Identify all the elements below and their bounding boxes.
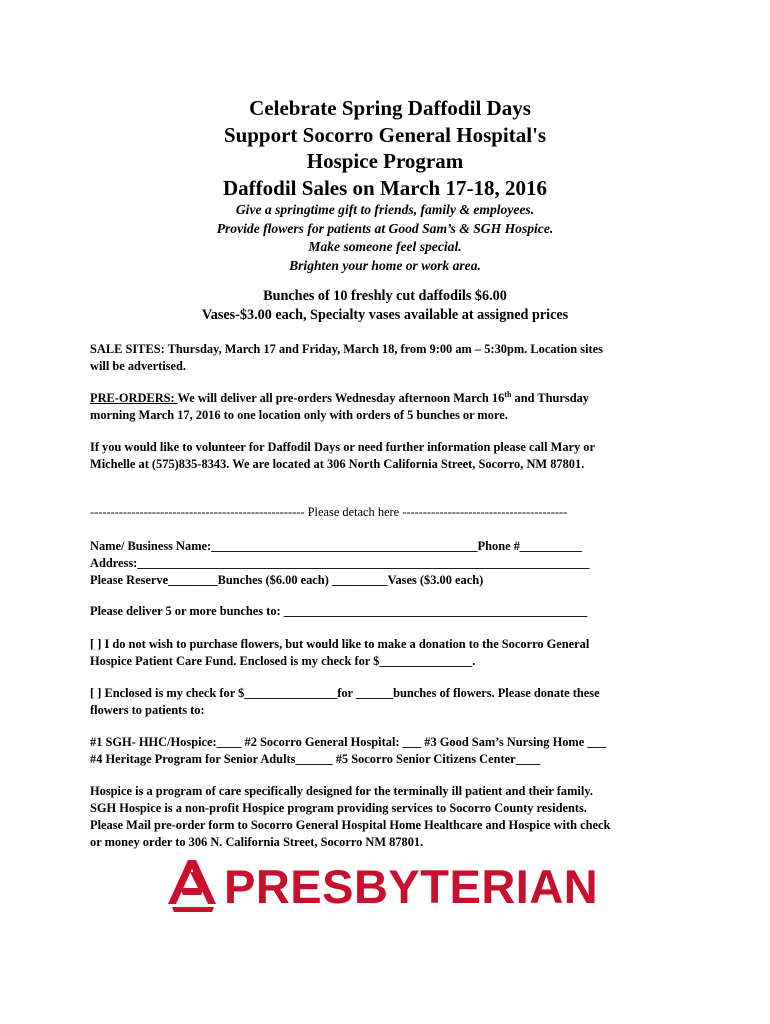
pre-orders-text-end: and Thursday [511,391,590,405]
tagline: Give a springtime gift to friends, family & employees. [235,202,535,217]
price-block [90,287,680,325]
donation-checkbox-line[interactable]: [ ] I do not wish to purchase flowers, but would like to make a donation to the Socorro General [90,637,590,651]
donate-flowers-checkbox-line[interactable]: [ ] Enclosed is my check for $_______________for ______bunches of flowers. Please donate these [90,686,600,700]
presbyterian-wordmark: PRESBYTERIAN [224,860,599,913]
title-line: Daffodil Sales on March 17-18, 2016 [223,175,547,200]
donate-flowers-option [90,685,690,719]
detach-separator: ---------------------------------------------------- Please detach here ---------------------------------------- [90,505,568,519]
volunteer-line: Michelle at (575)835-8343. We are located at 306 North California Street, Socorro, NM 87801. [90,457,585,471]
pre-orders-text: We will deliver all pre-orders Wednesday afternoon March 16 [177,391,505,405]
order-form [90,538,690,589]
ordinal-suffix: th [504,389,512,399]
presbyterian-emblem-icon [168,858,218,916]
tagline: Brighten your home or work area. [289,257,481,273]
volunteer-line: If you would like to volunteer for Daffodil Days or need further information please call Mary or [90,440,595,454]
pre-orders-line: morning March 17, 2016 to one location only with orders of 5 bunches or more. [90,408,508,422]
hospice-info-line: SGH Hospice is a non-profit Hospice program providing services to Socorro County residents. [90,801,587,815]
presbyterian-logo [168,858,608,916]
title-line: Support Socorro General Hospital's [223,122,547,147]
address-field[interactable]: Address:_________________________________________________________________________ [90,556,590,570]
title-line: Hospice Program [306,149,464,173]
price-line: Bunches of 10 freshly cut daffodils $6.00 [263,288,507,304]
name-phone-field[interactable]: Name/ Business Name:___________________________________________Phone #__________ [90,539,582,553]
tagline-block [90,201,680,275]
deliver-field[interactable]: Please deliver 5 or more bunches to: _________________________________________________ [90,604,588,618]
hospice-info-line: or money order to 306 N. California Street, Socorro NM 87801. [90,835,424,849]
pre-orders-paragraph [90,390,690,424]
recipient-line[interactable]: #4 Heritage Program for Senior Adults______ #5 Socorro Senior Citizens Center____ [90,752,541,766]
title-block [90,95,680,201]
reserve-field[interactable]: Please Reserve________Bunches ($6.00 each) _________Vases ($3.00 each) [90,573,484,587]
pre-orders-line [90,390,690,407]
hospice-info-line: Please Mail pre-order form to Socorro General Hospital Home Healthcare and Hospice with check [90,818,611,832]
sale-sites-paragraph [90,341,690,375]
donate-flowers-line: flowers to patients to: [90,703,205,717]
title-line: Celebrate Spring Daffodil Days [249,96,531,120]
volunteer-paragraph [90,439,690,473]
recipient-options [90,734,690,768]
sale-sites-line: SALE SITES: Thursday, March 17 and Friday, March 18, from 9:00 am – 5:30pm. Location sites [90,342,603,356]
tagline: Provide flowers for patients at Good Sam’s & SGH Hospice. [216,220,554,236]
pre-orders-label: PRE-ORDERS: [90,391,178,405]
price-line: Vases-$3.00 each, Specialty vases available at assigned prices [201,307,569,323]
tagline: Make someone feel special. [308,239,462,255]
sale-sites-line: will be advertised. [90,359,187,373]
donation-amount-line[interactable]: Hospice Patient Care Fund. Enclosed is my check for $_______________. [90,654,476,668]
recipient-line[interactable]: #1 SGH- HHC/Hospice:____ #2 Socorro General Hospital: ___ #3 Good Sam’s Nursing Home ___ [90,735,606,749]
hospice-info-paragraph [90,783,690,851]
hospice-info-line: Hospice is a program of care specifically designed for the terminally ill patient and their family. [90,784,593,798]
donation-option [90,636,690,670]
